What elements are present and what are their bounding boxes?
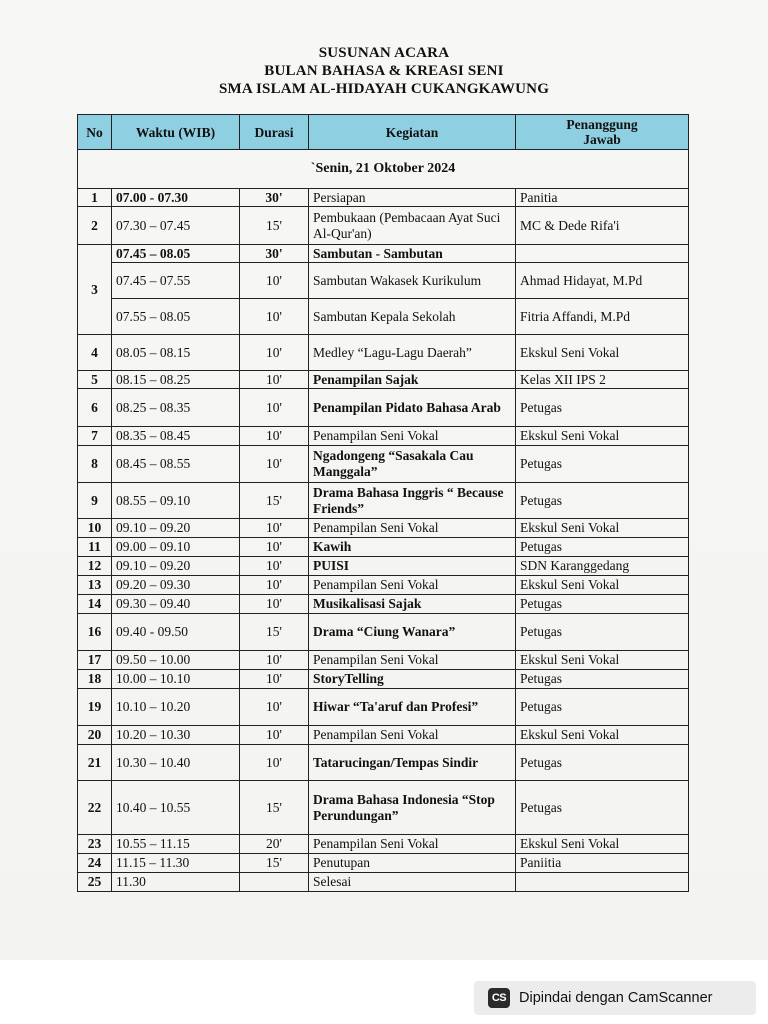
row-no: 10 bbox=[78, 519, 112, 538]
row-activity: Drama Bahasa Inggris “ Because Friends” bbox=[309, 483, 516, 519]
row-no: 16 bbox=[78, 614, 112, 651]
table-header-row bbox=[78, 115, 689, 150]
table-row bbox=[78, 595, 689, 614]
row-activity: Sambutan - Sambutan bbox=[309, 245, 516, 263]
row-time: 08.15 – 08.25 bbox=[112, 371, 240, 389]
row-no: 13 bbox=[78, 576, 112, 595]
title-line-1: SUSUNAN ACARA bbox=[318, 45, 450, 61]
row-responsible: Petugas bbox=[516, 446, 689, 483]
row-no: 24 bbox=[78, 854, 112, 873]
row-activity: Ngadongeng “Sasakala Cau Manggala” bbox=[309, 446, 516, 483]
row-responsible: Ekskul Seni Vokal bbox=[516, 519, 689, 538]
table-row bbox=[78, 781, 689, 835]
row-no: 21 bbox=[78, 745, 112, 781]
row-responsible bbox=[516, 245, 689, 263]
row-responsible: Fitria Affandi, M.Pd bbox=[516, 299, 689, 335]
row-time: 07.55 – 08.05 bbox=[112, 299, 240, 335]
row-duration: 10' bbox=[240, 670, 309, 689]
row-duration: 15' bbox=[240, 781, 309, 835]
row-activity: Kawih bbox=[309, 538, 516, 557]
row-responsible: Petugas bbox=[516, 781, 689, 835]
row-responsible: Petugas bbox=[516, 614, 689, 651]
row-no: 11 bbox=[78, 538, 112, 557]
title-line-2: BULAN BAHASA & KREASI SENI bbox=[264, 63, 504, 79]
table-row bbox=[78, 446, 689, 483]
row-time: 08.05 – 08.15 bbox=[112, 335, 240, 371]
row-activity: Sambutan Kepala Sekolah bbox=[309, 299, 516, 335]
row-no: 25 bbox=[78, 873, 112, 892]
row-time: 08.55 – 09.10 bbox=[112, 483, 240, 519]
row-activity: StoryTelling bbox=[309, 670, 516, 689]
row-no: 2 bbox=[78, 207, 112, 245]
row-activity: Musikalisasi Sajak bbox=[309, 595, 516, 614]
row-activity: Pembukaan (Pembacaan Ayat Suci Al-Qur'an) bbox=[309, 207, 516, 245]
row-activity: Drama Bahasa Indonesia “Stop Perundungan” bbox=[309, 781, 516, 835]
row-time: 08.25 – 08.35 bbox=[112, 389, 240, 427]
row-duration: 10' bbox=[240, 263, 309, 299]
table-row bbox=[78, 189, 689, 207]
table-row bbox=[78, 726, 689, 745]
row-time: 07.45 – 08.05 bbox=[112, 245, 240, 263]
row-responsible: Kelas XII IPS 2 bbox=[516, 371, 689, 389]
row-activity: Penampilan Pidato Bahasa Arab bbox=[309, 389, 516, 427]
row-time: 09.40 - 09.50 bbox=[112, 614, 240, 651]
row-responsible: Petugas bbox=[516, 538, 689, 557]
row-no: 22 bbox=[78, 781, 112, 835]
row-responsible: Ahmad Hidayat, M.Pd bbox=[516, 263, 689, 299]
camscanner-badge bbox=[474, 981, 756, 1015]
document-title bbox=[0, 44, 768, 98]
row-activity: Penampilan Sajak bbox=[309, 371, 516, 389]
row-no: 8 bbox=[78, 446, 112, 483]
row-responsible: Ekskul Seni Vokal bbox=[516, 427, 689, 446]
row-duration: 10' bbox=[240, 519, 309, 538]
row-responsible: Petugas bbox=[516, 483, 689, 519]
row-activity: Medley “Lagu-Lagu Daerah” bbox=[309, 335, 516, 371]
table-row bbox=[78, 670, 689, 689]
row-duration: 10' bbox=[240, 557, 309, 576]
header-time: Waktu (WIB) bbox=[112, 115, 240, 150]
table-row bbox=[78, 389, 689, 427]
table-row bbox=[78, 519, 689, 538]
row-no: 6 bbox=[78, 389, 112, 427]
row-activity: Penampilan Seni Vokal bbox=[309, 519, 516, 538]
camscanner-logo-icon: CS bbox=[488, 988, 510, 1008]
table-row bbox=[78, 557, 689, 576]
row-duration: 10' bbox=[240, 299, 309, 335]
row-duration bbox=[240, 873, 309, 892]
row-responsible: Paniitia bbox=[516, 854, 689, 873]
row-time: 10.10 – 10.20 bbox=[112, 689, 240, 726]
row-no: 23 bbox=[78, 835, 112, 854]
row-duration: 30' bbox=[240, 189, 309, 207]
row-responsible: Petugas bbox=[516, 745, 689, 781]
row-duration: 15' bbox=[240, 483, 309, 519]
row-time: 09.10 – 09.20 bbox=[112, 519, 240, 538]
row-activity: Penampilan Seni Vokal bbox=[309, 427, 516, 446]
row-responsible: Petugas bbox=[516, 389, 689, 427]
title-line-3: SMA ISLAM AL-HIDAYAH CUKANGKAWUNG bbox=[218, 81, 550, 97]
row-responsible: Panitia bbox=[516, 189, 689, 207]
row-no: 20 bbox=[78, 726, 112, 745]
row-time: 10.00 – 10.10 bbox=[112, 670, 240, 689]
row-duration: 10' bbox=[240, 446, 309, 483]
header-responsible-line2: Jawab bbox=[583, 132, 621, 147]
row-responsible: SDN Karanggedang bbox=[516, 557, 689, 576]
row-time: 07.30 – 07.45 bbox=[112, 207, 240, 245]
table-row bbox=[78, 651, 689, 670]
row-activity: Tatarucingan/Tempas Sindir bbox=[309, 745, 516, 781]
header-activity: Kegiatan bbox=[309, 115, 516, 150]
row-duration: 20' bbox=[240, 835, 309, 854]
row-activity: PUISI bbox=[309, 557, 516, 576]
row-duration: 10' bbox=[240, 427, 309, 446]
row-no: 9 bbox=[78, 483, 112, 519]
table-row bbox=[78, 745, 689, 781]
row-duration: 10' bbox=[240, 745, 309, 781]
row-responsible: Petugas bbox=[516, 595, 689, 614]
row-time: 09.10 – 09.20 bbox=[112, 557, 240, 576]
row-time: 10.55 – 11.15 bbox=[112, 835, 240, 854]
header-responsible-line1: Penanggung bbox=[566, 117, 638, 132]
day-label: `Senin, 21 Oktober 2024 bbox=[78, 150, 689, 189]
row-activity: Penutupan bbox=[309, 854, 516, 873]
row-activity: Hiwar “Ta'aruf dan Profesi” bbox=[309, 689, 516, 726]
row-duration: 10' bbox=[240, 335, 309, 371]
row-duration: 10' bbox=[240, 595, 309, 614]
row-no: 17 bbox=[78, 651, 112, 670]
row-no: 14 bbox=[78, 595, 112, 614]
table-row bbox=[78, 335, 689, 371]
row-no: 19 bbox=[78, 689, 112, 726]
row-no: 7 bbox=[78, 427, 112, 446]
table-row bbox=[78, 689, 689, 726]
row-responsible: Petugas bbox=[516, 689, 689, 726]
row-no: 3 bbox=[78, 245, 112, 335]
row-no: 4 bbox=[78, 335, 112, 371]
table-row bbox=[78, 299, 689, 335]
header-no: No bbox=[78, 115, 112, 150]
table-row bbox=[78, 854, 689, 873]
row-no: 12 bbox=[78, 557, 112, 576]
row-activity: Persiapan bbox=[309, 189, 516, 207]
row-responsible: Ekskul Seni Vokal bbox=[516, 726, 689, 745]
table-row bbox=[78, 576, 689, 595]
row-time: 07.45 – 07.55 bbox=[112, 263, 240, 299]
row-activity: Drama “Ciung Wanara” bbox=[309, 614, 516, 651]
row-duration: 10' bbox=[240, 689, 309, 726]
row-activity: Sambutan Wakasek Kurikulum bbox=[309, 263, 516, 299]
row-time: 07.00 - 07.30 bbox=[112, 189, 240, 207]
schedule-table bbox=[77, 114, 689, 892]
row-activity: Penampilan Seni Vokal bbox=[309, 651, 516, 670]
row-duration: 30' bbox=[240, 245, 309, 263]
row-activity: Penampilan Seni Vokal bbox=[309, 576, 516, 595]
row-duration: 10' bbox=[240, 371, 309, 389]
row-responsible: Petugas bbox=[516, 670, 689, 689]
row-time: 11.30 bbox=[112, 873, 240, 892]
table-row bbox=[78, 263, 689, 299]
row-duration: 10' bbox=[240, 651, 309, 670]
row-duration: 15' bbox=[240, 854, 309, 873]
row-responsible: Ekskul Seni Vokal bbox=[516, 651, 689, 670]
row-time: 10.20 – 10.30 bbox=[112, 726, 240, 745]
row-no: 5 bbox=[78, 371, 112, 389]
table-row bbox=[78, 427, 689, 446]
row-duration: 15' bbox=[240, 614, 309, 651]
row-time: 09.20 – 09.30 bbox=[112, 576, 240, 595]
row-duration: 10' bbox=[240, 576, 309, 595]
table-row bbox=[78, 371, 689, 389]
row-duration: 10' bbox=[240, 726, 309, 745]
row-no: 1 bbox=[78, 189, 112, 207]
row-time: 09.30 – 09.40 bbox=[112, 595, 240, 614]
table-row bbox=[78, 835, 689, 854]
row-activity: Penampilan Seni Vokal bbox=[309, 835, 516, 854]
row-responsible bbox=[516, 873, 689, 892]
row-responsible: Ekskul Seni Vokal bbox=[516, 576, 689, 595]
day-row bbox=[78, 150, 689, 189]
row-duration: 10' bbox=[240, 389, 309, 427]
row-duration: 15' bbox=[240, 207, 309, 245]
row-responsible: MC & Dede Rifa'i bbox=[516, 207, 689, 245]
row-responsible: Ekskul Seni Vokal bbox=[516, 835, 689, 854]
row-time: 11.15 – 11.30 bbox=[112, 854, 240, 873]
row-time: 08.45 – 08.55 bbox=[112, 446, 240, 483]
camscanner-label: Dipindai dengan CamScanner bbox=[519, 990, 713, 1006]
row-time: 09.00 – 09.10 bbox=[112, 538, 240, 557]
row-no: 18 bbox=[78, 670, 112, 689]
row-activity: Penampilan Seni Vokal bbox=[309, 726, 516, 745]
row-duration: 10' bbox=[240, 538, 309, 557]
table-row bbox=[78, 207, 689, 245]
row-activity: Selesai bbox=[309, 873, 516, 892]
table-row bbox=[78, 614, 689, 651]
row-time: 08.35 – 08.45 bbox=[112, 427, 240, 446]
table-row bbox=[78, 538, 689, 557]
row-time: 10.40 – 10.55 bbox=[112, 781, 240, 835]
table-row bbox=[78, 483, 689, 519]
table-row bbox=[78, 245, 689, 263]
row-responsible: Ekskul Seni Vokal bbox=[516, 335, 689, 371]
header-responsible bbox=[516, 115, 689, 150]
row-time: 10.30 – 10.40 bbox=[112, 745, 240, 781]
row-time: 09.50 – 10.00 bbox=[112, 651, 240, 670]
header-duration: Durasi bbox=[240, 115, 309, 150]
table-row bbox=[78, 873, 689, 892]
